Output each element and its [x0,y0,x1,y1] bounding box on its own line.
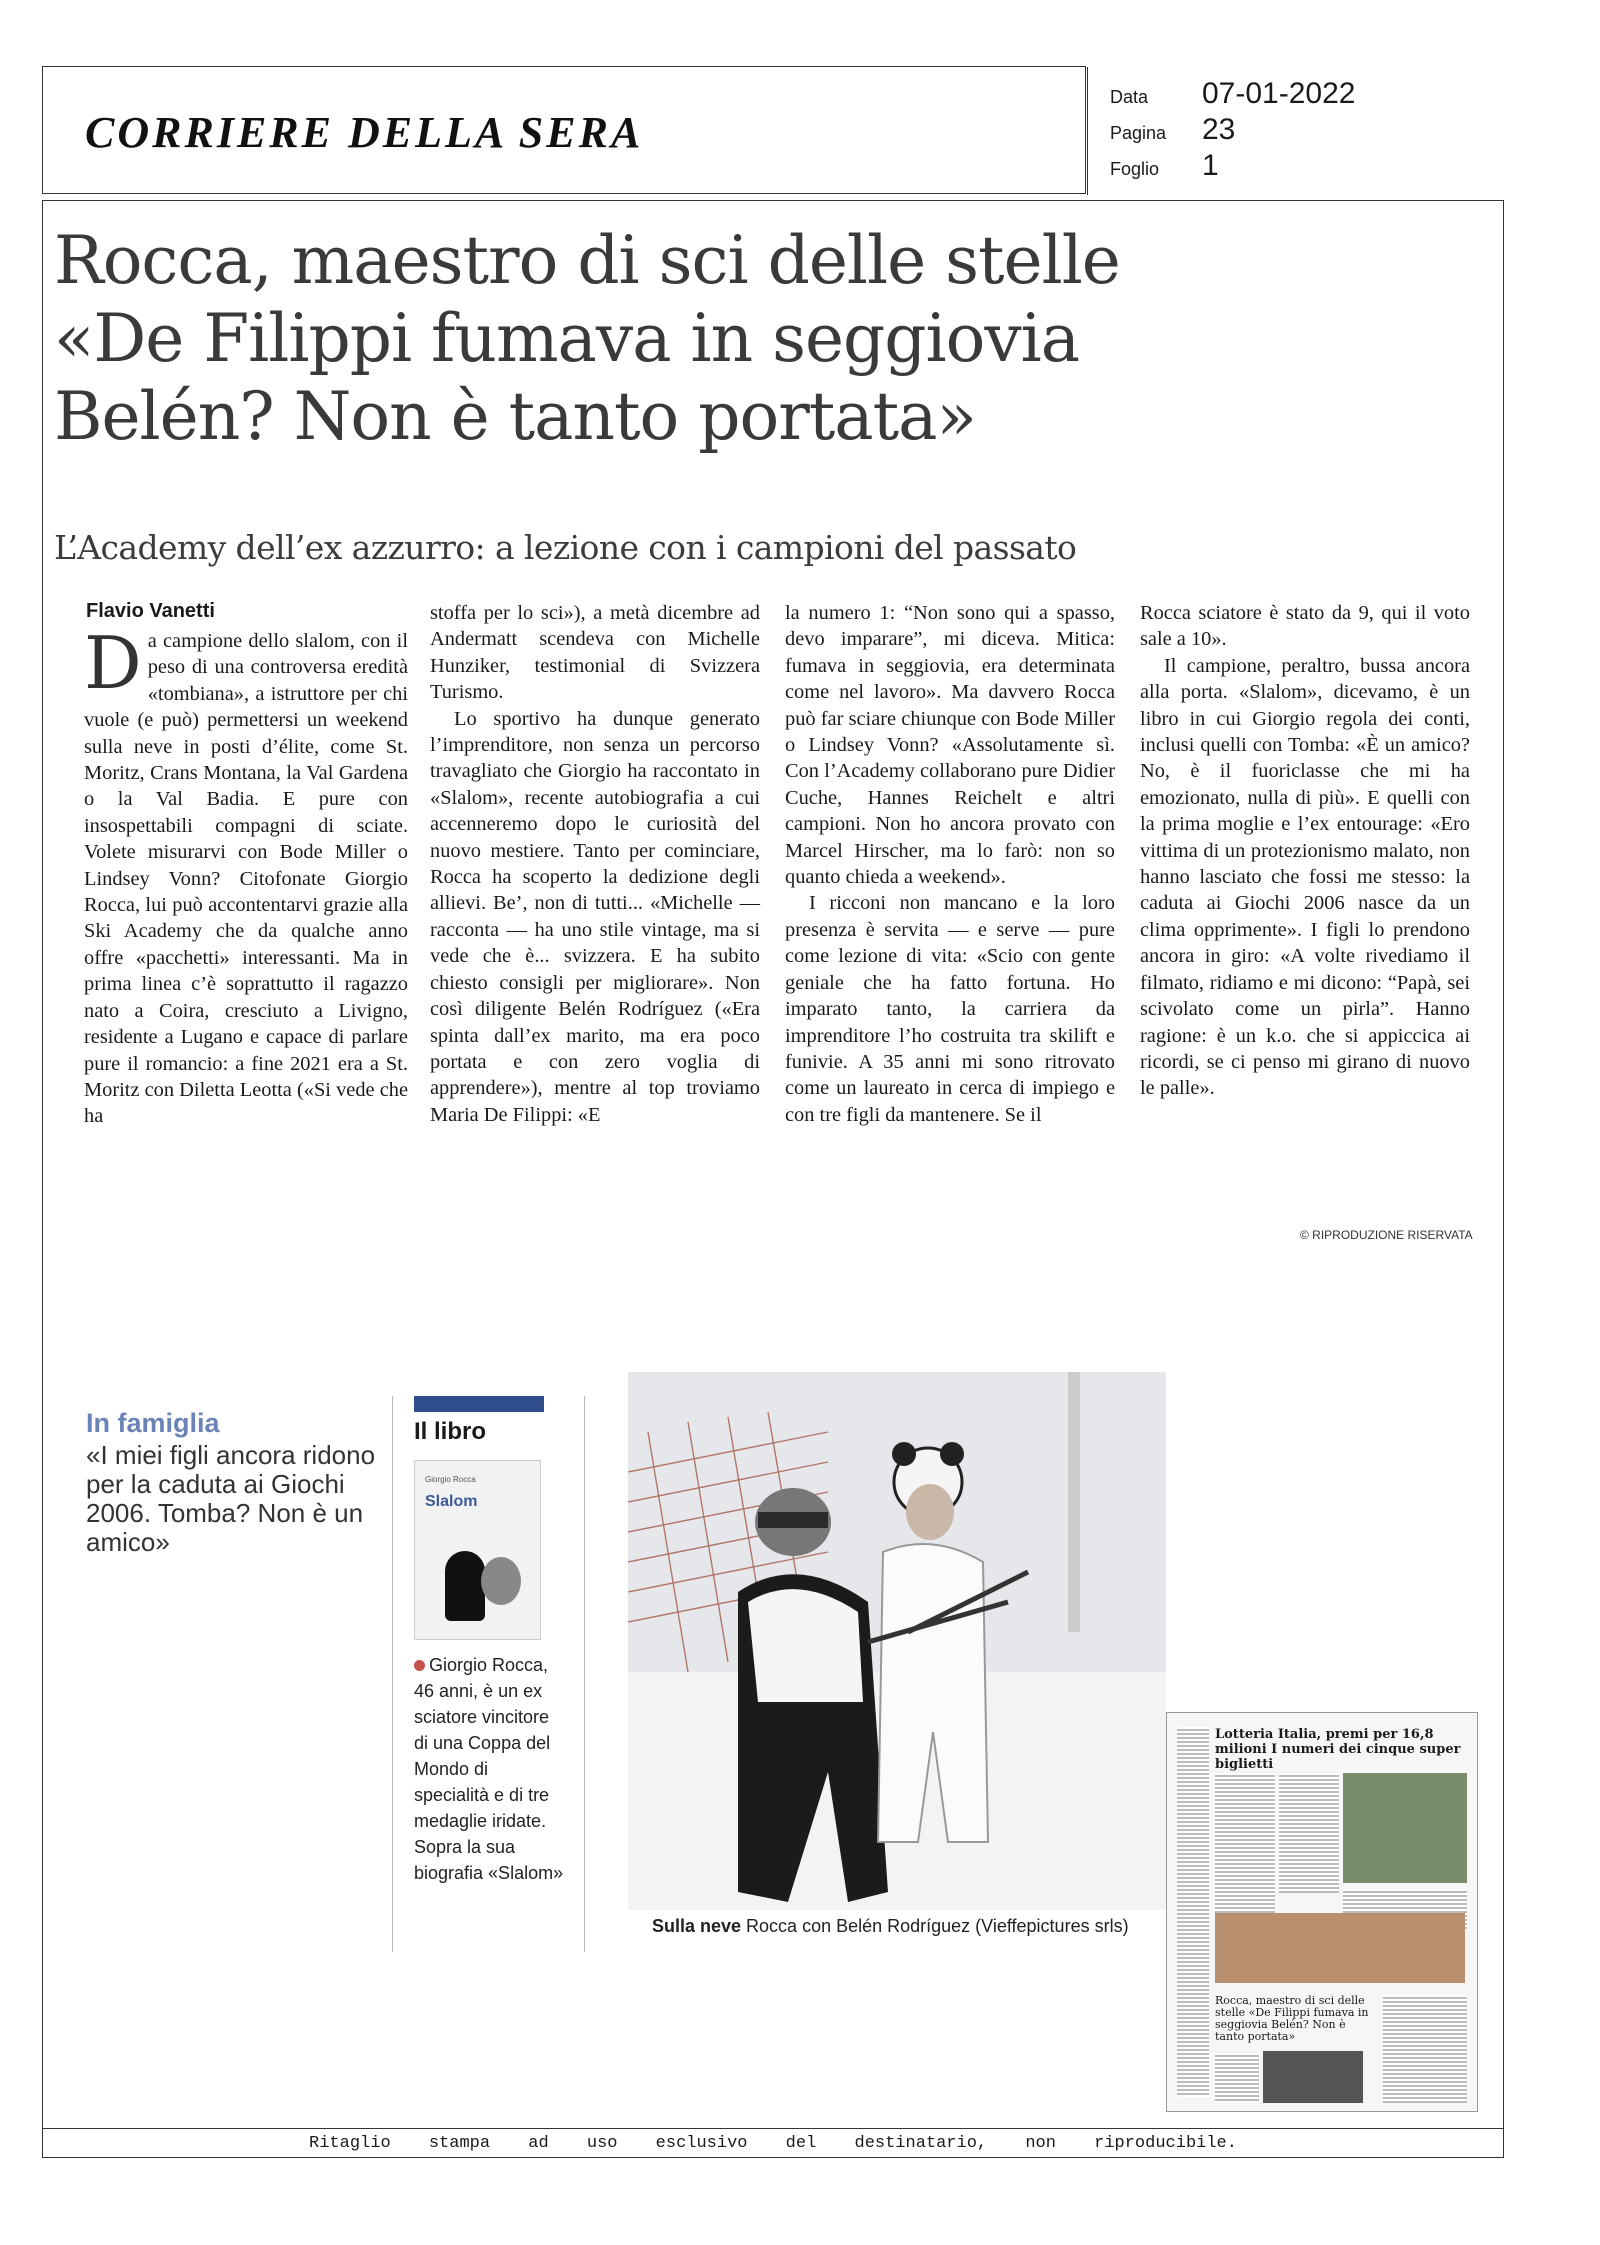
photo-caption: Sulla neve Rocca con Belén Rodríguez (Vieffepictures srls) [652,1916,1129,1936]
article-column-2 [430,600,760,1128]
divider [392,1396,393,1952]
headline-line: Rocca, maestro di sci delle stelle [54,222,1120,299]
footer-divider [42,2128,1504,2129]
book-cover-image [414,1460,541,1640]
headline-line: Belén? Non è tanto portata» [54,378,976,455]
subheadline: L’Academy dell’ex azzurro: a lezione con i campioni del passato [54,528,1077,567]
byline: Flavio Vanetti [86,600,215,622]
meta-date: Data 07-01-2022 [1110,77,1356,110]
masthead [42,66,1356,194]
paragraph: la numero 1: “Non sono qui a spasso, devo imparare”, mi diceva. Mitica: fumava in seggiovia, era determinata come nel lavoro». Ma davvero Rocca può far sciare chiunque con Bode Miller o Lindsey Vonn? «Assolutamente sì. Con l’Academy collaborano pure Didier Cuche, Hannes Reichelt e altri campioni. Non ho ancora provato con Marcel Hirscher, ma lo farò: non so quanto chieda a weekend». [785,602,1115,889]
paragraph: Da campione dello slalom, con il peso di una controversa eredità «tombiana», a istruttore per chi vuole (e può) permettersi un weekend sulla neve in posti d’élite, come St. Moritz, Crans Montana, la Val Gardena o la Val Badia. E pure con insospettabili compagni di sciate. Volete misurarvi con Bode Miller o Lindsey Vonn? Citofonate Giorgio Rocca, lui può accontentarvi grazie alla Ski Academy che da qualche anno offre «pacchetti» interessanti. Ma in prima linea c’è soprattutto il ragazzo nato a Coira, cresciuto a Livigno, residente a Lugano e capace di parlare pure il romancio: a fine 2021 era a St. Moritz con Diletta Leotta («Si vede che ha [84,621,408,1128]
thumbnail-article-headline: Rocca, maestro di sci delle stelle «De Filippi fumava in seggiovia Belén? Non è tanto portata» [1215,1994,1369,2043]
paragraph: I ricconi non mancano e la loro presenza è servita — e serve — pure come lezione di vita: «Scio con gente geniale che ha fatto fortuna. Ho imparato tanto, la carriera da imprenditore l’ho costruita tra skilift e funivie. A 35 anni mi sono ritrovato come un laureato in cerca di impiego e con tre figli da mantenere. Se il [785,892,1115,1126]
date-value: 07-01-2022 [1202,77,1356,110]
paragraph: Il campione, peraltro, bussa ancora alla porta. «Slalom», dicevamo, è un libro in cui Giorgio regola dei conti, inclusi quelli con Tomba: «È un amico? No, è il fuoriclasse che mi ha emozionato, nulla di più». E quelli con la prima moglie e l’ex entourage: «Ero vittima di un protezionismo malato, non hanno lasciato che fossi me stesso: la caduta ai Giochi 2006 nasce da un clima opprimente». I figli lo prendono ancora in giro: «A volte rivediamo il filmato, ridiamo e mi dicono: “Papà, sei scivolato come un pirla”. Hanno ragione: è un k.o. che si appiccica ai ricordi, se ci penso mi girano di nuovo le palle». [1140,654,1470,1100]
newspaper-title: CORRIERE DELLA SERA [85,108,644,157]
dropcap: D [84,621,142,705]
page-thumbnail [1166,1712,1478,2112]
ski-photo-illustration [628,1372,1166,1910]
book-cover-author: Giorgio Rocca [425,1475,476,1484]
article-column-1 [84,621,408,1130]
family-label: In famiglia [86,1408,220,1438]
ski-photo [628,1372,1166,1910]
page-value: 23 [1202,113,1236,146]
family-quote-box [86,1408,386,1557]
paragraph: Lo sportivo ha dunque generato l’imprenditore, non senza un percorso travagliato che Giorgio ha raccontato in «Slalom», recente autobiografia a cui accenneremo dopo le curiosità del nuovo mestiere. Tanto per cominciare, Rocca ha scoperto la dedizione degli allievi. Be’, non di tutti... «Michelle — racconta — ha uno stile vintage, ma si vede che è... svizzera. E ha subito chiesto consigli per migliorare». Non così diligente Belén Rodríguez («Era spinta dall’ex marito, ma era poco portata e con zero voglia di apprendere»), mentre al top troviamo Maria De Filippi: «E [430,707,760,1126]
article-column-4 [1140,600,1470,1102]
headline-line: «De Filippi fumava in seggiovia [54,300,1080,377]
bullet-dot-icon [414,1660,425,1671]
meta-page: Pagina 23 [1110,113,1236,146]
paragraph: Rocca sciatore è stato da 9, qui il voto sale a 10». [1140,602,1470,651]
footer-disclaimer: Ritaglio stampa ad uso esclusivo del destinatario, non riproducibile. [309,2134,1237,2153]
book-caption: Giorgio Rocca, 46 anni, è un ex sciatore vincitore di una Coppa del Mondo di specialità e di tre medaglie iridate. Sopra la sua biografia «Slalom» [414,1655,564,1883]
article-column-3 [785,600,1115,1128]
copyright-note: © RIPRODUZIONE RISERVATA [1300,1228,1473,1242]
book-accent-bar [414,1396,544,1412]
book-label: Il libro [414,1418,486,1445]
thumbnail-headline: Lotteria Italia, premi per 16,8 milioni I numeri dei cinque super biglietti [1215,1727,1461,1772]
portrait-shape [481,1557,521,1605]
family-quote: «I miei figli ancora ridono per la caduta ai Giochi 2006. Tomba? Non è un amico» [86,1440,376,1557]
divider [584,1396,585,1952]
paragraph: stoffa per lo sci»), a metà dicembre ad Andermatt scendeva con Michelle Hunziker, testimonial di Svizzera Turismo. [430,602,760,704]
book-cover-title: Slalom [425,1493,478,1510]
book-box [414,1396,564,1886]
headline [54,222,1254,456]
sheet-value: 1 [1202,149,1219,182]
meta-box [1087,67,1546,195]
skier-silhouette [445,1551,485,1621]
meta-sheet: Foglio 1 [1110,149,1219,182]
